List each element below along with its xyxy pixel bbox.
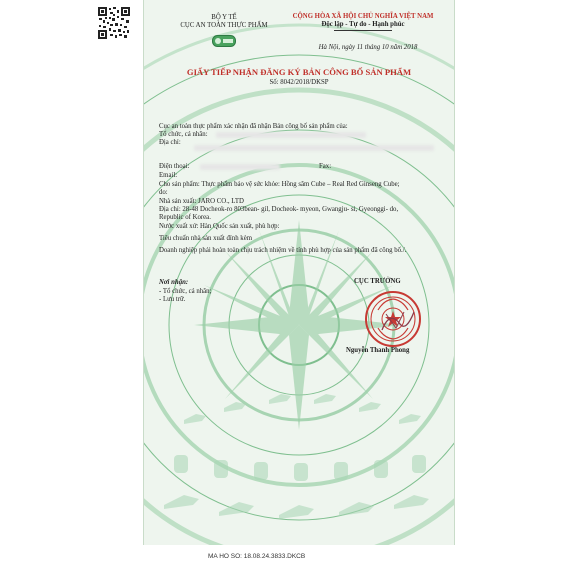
producer-address-cont: Republic of Korea.	[159, 214, 211, 221]
intro-text: Cục an toàn thực phẩm xác nhận đã nhận Bản công bố sản phẩm của:	[159, 123, 348, 130]
responsibility-line: Doanh nghiệp phải hoàn toàn chịu trách nhiệm về tính phù hợp của sản phẩm đã công bố./.	[159, 247, 407, 254]
phone-label: Điện thoại:	[159, 163, 190, 170]
address-label: Địa chỉ:	[159, 139, 181, 146]
date-line: Hà Nội, ngày 11 tháng 10 năm 2018	[318, 44, 418, 51]
producer-address: Địa chỉ: 28-48 Docheok-ro 803bean- gil, Docheok- myeon, Gwangju- si, Gyeonggi- do,	[159, 206, 399, 213]
product-line-cont: do:	[159, 189, 168, 196]
country-of-origin: Nước xuất xứ: Hàn Quốc sản xuất, phù hợp:	[159, 223, 280, 230]
email-label: Email:	[159, 172, 178, 179]
official-seal	[364, 290, 422, 348]
national-motto: Độc lập - Tự do - Hạnh phúc	[321, 21, 405, 28]
vfa-logo	[212, 34, 236, 46]
signer-name: Nguyễn Thanh Phong	[346, 347, 410, 354]
document-title: GIẤY TIẾP NHẬN ĐĂNG KÝ BẢN CÔNG BỐ SẢN PHẨM	[186, 67, 412, 77]
redacted-phone	[200, 164, 280, 170]
org-label: Tổ chức, cá nhân:	[159, 131, 208, 138]
dossier-code: MA HO SO: 18.08.24.3833.DKCB	[208, 553, 306, 560]
certificate-paper	[143, 0, 455, 545]
signer-role: CỤC TRƯỞNG	[354, 278, 401, 285]
standard-line: Tiêu chuẩn nhà sản xuất đính kèm	[159, 235, 253, 242]
document-number: Số: 8042/2018/DKSP	[269, 79, 329, 86]
recipient-item: - Lưu trữ.	[159, 296, 186, 303]
product-line: Cho sản phẩm: Thực phẩm bảo vệ sức khỏe: Hồng sâm Cube – Real Red Ginseng Cube;	[159, 181, 400, 188]
recipient-item: - Tổ chức, cá nhân;	[159, 288, 212, 295]
motto-underline	[334, 30, 392, 31]
fax-label: Fax:	[319, 163, 332, 170]
country-name: CỘNG HÒA XÃ HỘI CHỦ NGHĨA VIỆT NAM	[292, 13, 434, 20]
recipients-heading: Nơi nhận:	[159, 279, 189, 286]
producer-name: Nhà sản xuất: JARO CO., LTD	[159, 198, 244, 205]
redacted-address	[194, 145, 434, 151]
ministry-name: BỘ Y TẾ	[211, 14, 237, 21]
redacted-org	[216, 132, 366, 138]
qr-code	[97, 6, 131, 40]
department-name: CỤC AN TOÀN THỰC PHẨM	[180, 22, 268, 29]
